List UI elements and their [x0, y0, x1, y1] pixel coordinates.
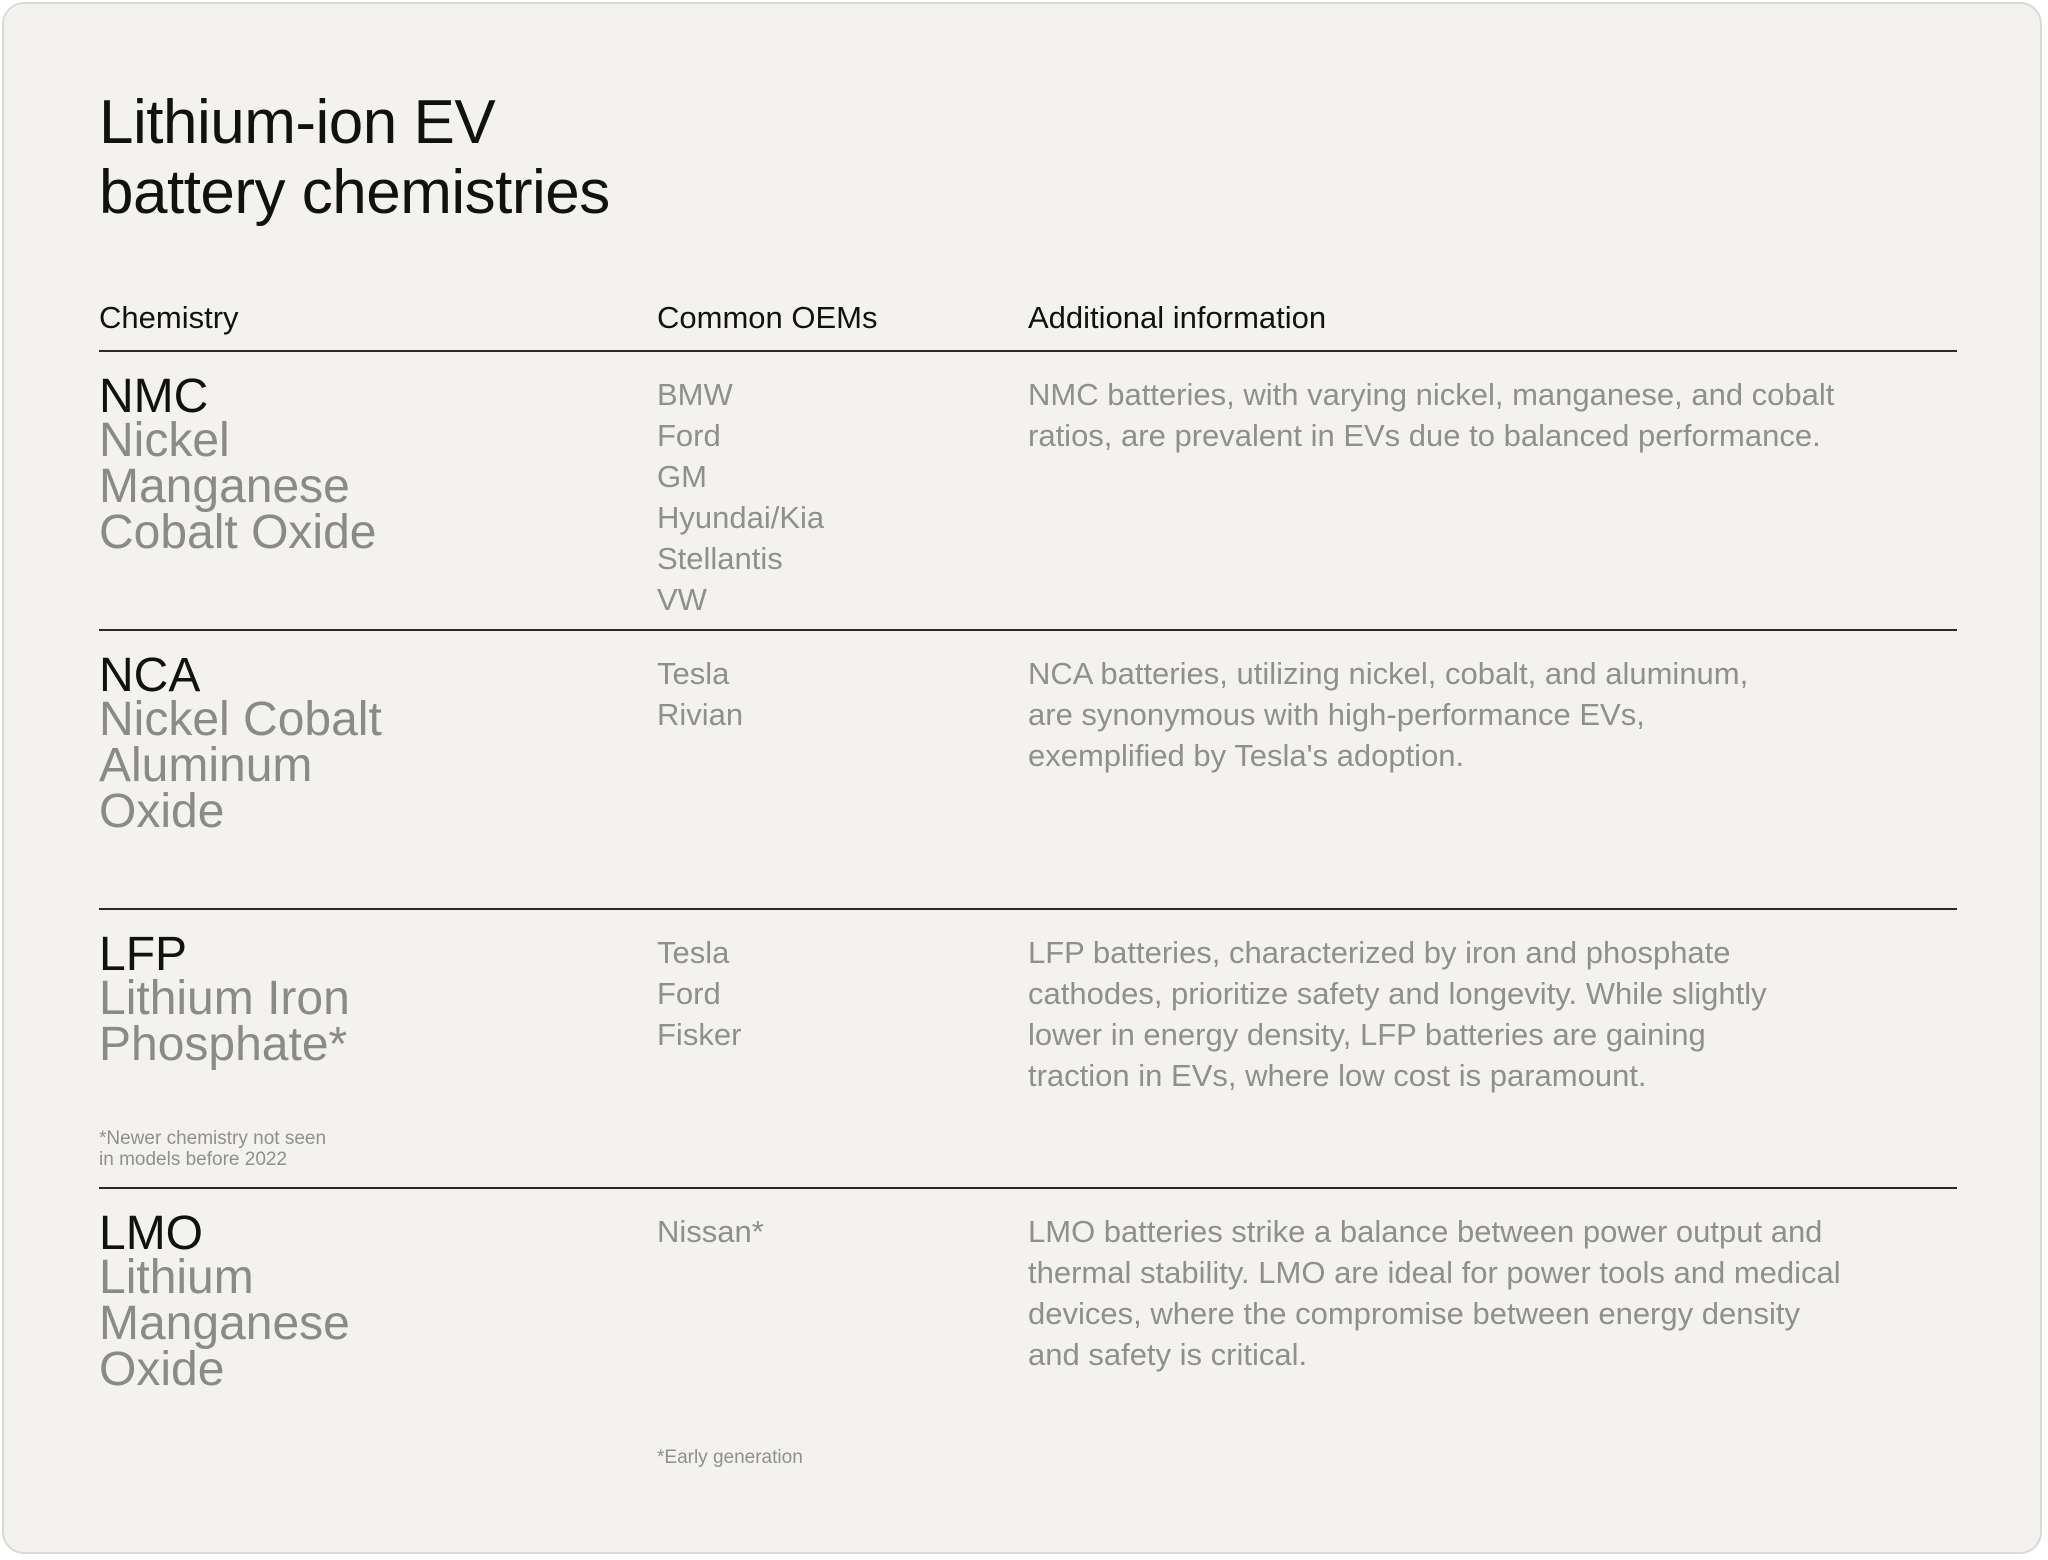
info-line: are synonymous with high-performance EVs, — [1028, 697, 1645, 732]
additional-info — [1028, 653, 1928, 776]
oem-item: Stellantis — [657, 541, 783, 576]
title-line: Lithium-ion EV — [99, 88, 496, 157]
info-line: ratios, are prevalent in EVs due to balanced performance. — [1028, 418, 1821, 453]
table-row-lfp — [4, 910, 2044, 1187]
title-line: battery chemistries — [99, 158, 610, 227]
additional-info — [1028, 1211, 1928, 1375]
column-header-info: Additional information — [1028, 300, 1327, 335]
footnote-line: in models before 2022 — [99, 1149, 288, 1170]
footnote-lmo — [657, 1447, 803, 1468]
info-line: traction in EVs, where low cost is paramount. — [1028, 1058, 1647, 1093]
chemistry-code: NCA — [99, 649, 201, 702]
chemistry-name — [99, 693, 439, 838]
footnote-line: *Early generation — [657, 1447, 803, 1468]
chemistry-name-line: Nickel Cobalt — [99, 693, 382, 746]
chemistry-name-line: Manganese — [99, 460, 350, 513]
info-line: NCA batteries, utilizing nickel, cobalt, and aluminum, — [1028, 656, 1749, 691]
chemistry-name — [99, 1251, 439, 1396]
chemistry-name-line: Nickel — [99, 414, 230, 467]
chemistry-code: NMC — [99, 370, 209, 423]
chemistry-card — [2, 2, 2042, 1554]
info-line: LMO batteries strike a balance between power output and — [1028, 1214, 1823, 1249]
table-row-nca — [4, 631, 2044, 908]
chemistry-name-line: Oxide — [99, 785, 225, 838]
oem-item: BMW — [657, 377, 733, 412]
oem-item: Fisker — [657, 1017, 742, 1052]
oem-item: Nissan* — [657, 1214, 764, 1249]
oem-item: Tesla — [657, 935, 730, 970]
info-line: exemplified by Tesla's adoption. — [1028, 738, 1465, 773]
additional-info — [1028, 374, 1928, 456]
info-line: cathodes, prioritize safety and longevity. While slightly — [1028, 976, 1767, 1011]
column-header-chemistry: Chemistry — [99, 300, 239, 335]
chemistry-name-line: Lithium — [99, 1251, 254, 1304]
info-line: devices, where the compromise between energy density — [1028, 1296, 1800, 1331]
oem-item: GM — [657, 459, 707, 494]
chemistry-name-line: Aluminum — [99, 739, 313, 792]
chemistry-name — [99, 972, 439, 1071]
column-header-oems: Common OEMs — [657, 300, 878, 335]
oem-list — [657, 653, 987, 735]
table-row-lmo — [4, 1189, 2044, 1489]
table-row-nmc — [4, 352, 2044, 629]
footnote-line: *Newer chemistry not seen — [99, 1128, 327, 1149]
oem-item: Rivian — [657, 697, 744, 732]
oem-list — [657, 1211, 987, 1252]
chemistry-name-line: Cobalt Oxide — [99, 506, 377, 559]
page-title — [99, 88, 610, 228]
oem-item: Hyundai/Kia — [657, 500, 825, 535]
info-line: lower in energy density, LFP batteries are gaining — [1028, 1017, 1706, 1052]
info-line: NMC batteries, with varying nickel, manganese, and cobalt — [1028, 377, 1835, 412]
chemistry-name — [99, 414, 439, 559]
oem-item: Ford — [657, 418, 721, 453]
chemistry-name-line: Phosphate* — [99, 1018, 348, 1071]
info-line: and safety is critical. — [1028, 1337, 1308, 1372]
info-line: LFP batteries, characterized by iron and phosphate — [1028, 935, 1731, 970]
chemistry-name-line: Lithium Iron — [99, 972, 350, 1025]
additional-info — [1028, 932, 1928, 1096]
oem-item: Ford — [657, 976, 721, 1011]
oem-item: Tesla — [657, 656, 730, 691]
chemistry-code: LFP — [99, 928, 188, 981]
oem-list — [657, 932, 987, 1055]
chemistry-name-line: Oxide — [99, 1343, 225, 1396]
chemistry-name-line: Manganese — [99, 1297, 350, 1350]
oem-list — [657, 374, 987, 620]
info-line: thermal stability. LMO are ideal for power tools and medical — [1028, 1255, 1841, 1290]
footnote-lfp — [99, 1128, 326, 1170]
chemistry-code: LMO — [99, 1207, 204, 1260]
oem-item: VW — [657, 582, 707, 617]
